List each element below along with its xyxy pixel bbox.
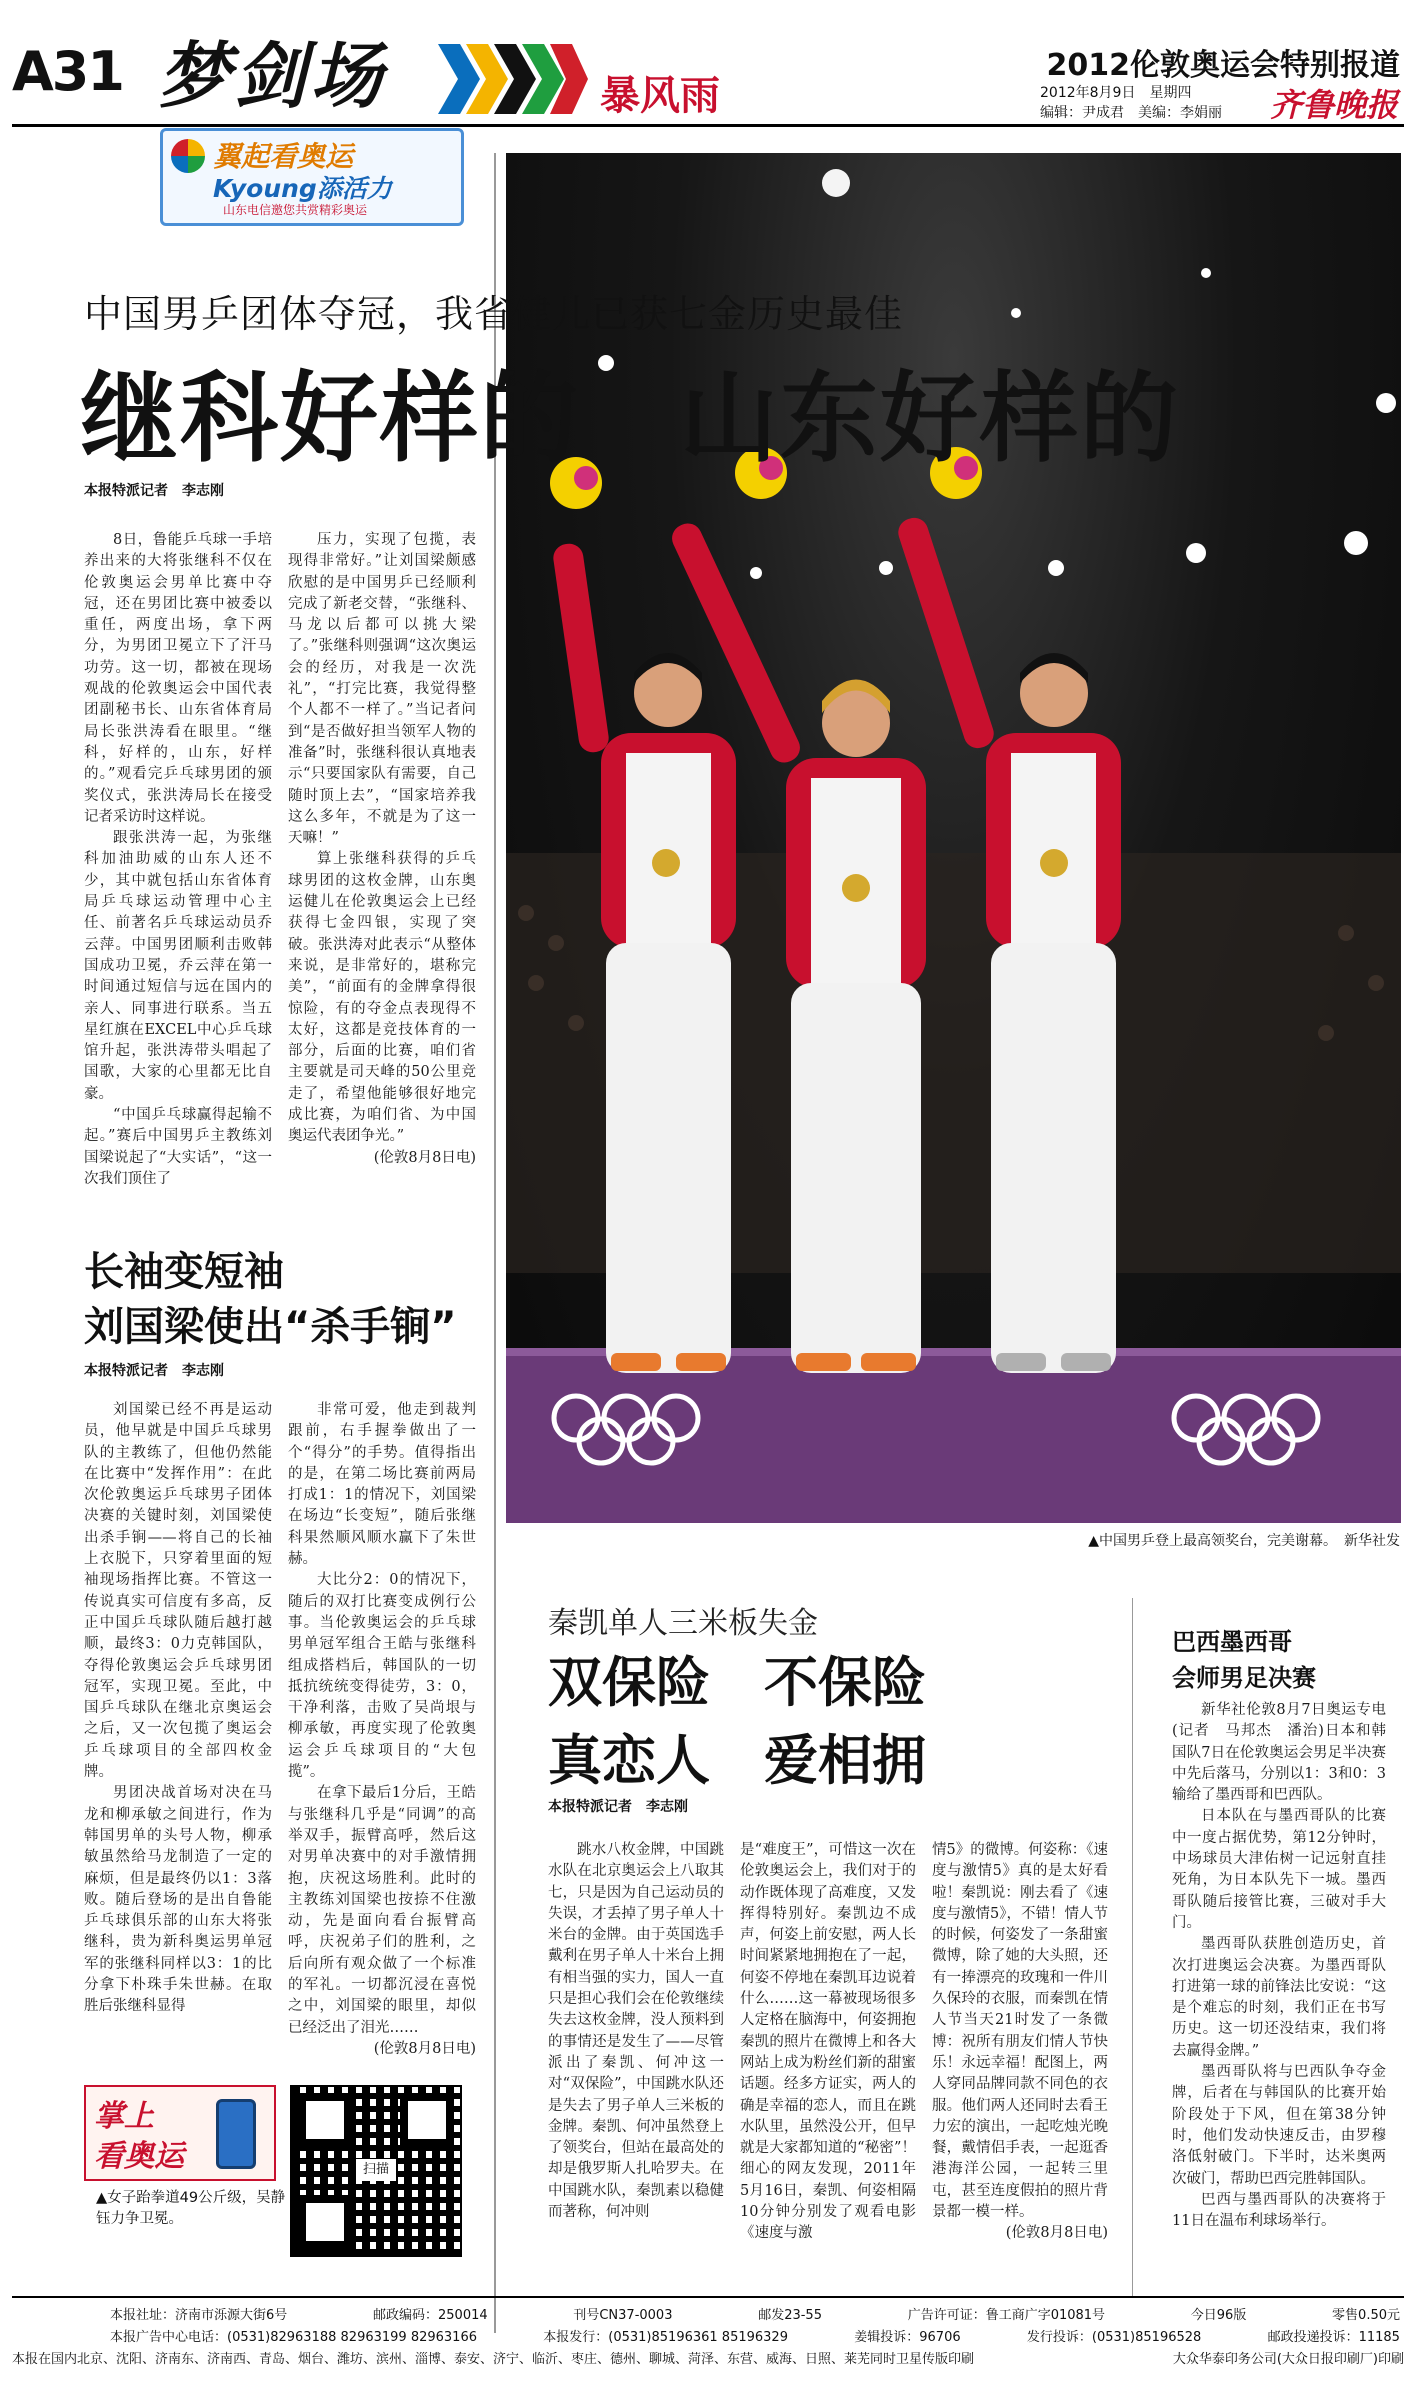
lead-paragraph: 算上张继科获得的乒乓球男团的这枚金牌，山东奥运健儿在伦敦奥运会上已经获得七金四银，实现了突破。张洪涛对此表示“从整体来说，是非常好的，堪称完美”，“前面有的金牌拿得很惊险，有的夺金点表现得不太好，这都是竞技体育的一部分，后面的比赛，咱们省主要就是司天峰的50公里竞走了，希望他能够很好地完成比赛，为咱们省、为中国奥运代表团争光。” — [288, 851, 476, 1145]
story2-paragraph: 大比分2：0的情况下，随后的双打比赛变成例行公事。当伦敦奥运会的乒乓球男单冠军组合王皓与张继科组成搭档后，韩国队的一切抵抗统统变得徒劳，3：0，干净利落，击败了吴尚垠与柳承敏，再度实现了伦敦奥运会乒乓球项目的“大包揽”。 — [288, 1572, 476, 1781]
badge-brand: Kyoung添活力 — [213, 174, 392, 203]
story2-paragraph: 非常可爱，他走到裁判跟前，右手握拳做出了一个“得分”的手势。值得指出的是，在第二场比赛前两局打成1：1的情况下，刘国梁在场边“长变短”，随后张继科果然顺风顺水赢下了朱世赫。 — [288, 1402, 476, 1568]
story4-paragraph: 墨西哥队将与巴西队争夺金牌，后者在与韩国队的比赛开始阶段处于下风，但在第38分钟时，他们发动快速反击，由罗穆洛低射破门。下半时，达米奥两次破门，帮助巴西完胜韩国队。 — [1172, 2064, 1386, 2187]
sponsor-badge — [160, 128, 464, 226]
footer-item: 零售0.50元 — [1332, 2308, 1400, 2323]
photo-teaser: ▲女子跆拳道49公斤级，吴静钰力争卫冕。 — [96, 2190, 286, 2227]
story2-dateline: (伦敦8月8日电) — [373, 2040, 476, 2057]
story2-headline-2: 刘国梁使出“杀手锏” — [84, 1304, 457, 1350]
lead-kicker: 中国男乒团体夺冠，我省健儿已获七金历史最佳 — [84, 292, 904, 336]
section-name: 暴风雨 — [600, 73, 720, 119]
footer-item: 姜辑投诉：96706 — [854, 2330, 961, 2345]
story4-paragraph: 巴西与墨西哥队的决赛将于11日在温布利球场举行。 — [1172, 2191, 1386, 2230]
story3-headline-1: 双保险 不保险 — [548, 1651, 926, 1714]
qr-label: 扫描 — [356, 2159, 396, 2181]
lead-byline: 本报特派记者 李志刚 — [84, 483, 224, 499]
story4-paragraph: 墨西哥队获胜创造历史，首次打进奥运会决赛。为墨西哥队打进第一球的前锋法比安说：“这是个难忘的时刻，我们正在书写历史。这一切还没结束，我们将去赢得金牌。” — [1172, 1936, 1386, 2059]
footer-item: 刊号CN37-0003 — [573, 2308, 673, 2323]
story3-paragraph: 情5》的微博。何姿称：《速度与激情5》真的是太好看啦！秦凯说：刚去看了《速度与激情5》，不错！情人节的时候，何姿发了一条甜蜜微博，除了她的大头照，还有一捧漂亮的玫瑰和一件川久保玲的衣服，而秦凯在情人节当天21时发了一条微博：祝所有朋友们情人节快乐！永远幸福！配图上，两人穿同品牌同款不同色的衣服。他们两人还同时去看王力宏的演出，一起吃烛光晚餐，戴情侣手表，一起逛香港海洋公园，一起转三里屯，甚至连度假拍的照片背景都一模一样。 — [932, 1842, 1108, 2221]
badge-rings-icon — [171, 139, 205, 173]
lead-dateline: (伦敦8月8日电) — [373, 1149, 476, 1166]
story3-headline-2: 真恋人 爱相拥 — [548, 1729, 926, 1792]
story2-paragraph: 在拿下最后1分后，王皓与张继科几乎是“同调”的高举双手，振臂高呼，然后这对男单决赛中的对手激情拥抱，庆祝这场胜利。此时的主教练刘国梁也按捺不住激动，先是面向看台振臂高呼，庆祝弟子们的胜利，之后向所有观众做了一个标准的军礼。一切都沉浸在喜悦之中，刘国梁的眼里，却似已经泛出了泪光…… — [288, 1785, 476, 2036]
story3-dateline: (伦敦8月8日电) — [1005, 2225, 1108, 2242]
story2-headline-1: 长袖变短袖 — [84, 1249, 284, 1295]
lead-paragraph: 8日，鲁能乒乓球一手培养出来的大将张继科不仅在伦敦奥运会男单比赛中夺冠，还在男团比赛中被委以重任，两度出场，拿下两分，为男团卫冕立下了汗马功劳。这一切，都被在现场观战的伦敦奥运会中国代表团副秘书长、山东省体育局局长张洪涛看在眼里。“继科，好样的，山东，好样的。”观看完乒乓球男团的颁奖仪式，张洪涛局长在接受记者采访时这样说。 — [84, 532, 272, 825]
lead-col-2 — [288, 530, 476, 1169]
footer-row-3 — [12, 2348, 1404, 2367]
footer-item: 广告许可证：鲁工商广字01081号 — [907, 2308, 1106, 2323]
badge-title: 翼起看奥运 — [213, 140, 354, 173]
story3-col-3 — [932, 1840, 1108, 2245]
story4-headline-2: 会师男足决赛 — [1172, 1664, 1316, 1692]
lead-paragraph: “中国乒乓球赢得起输不起。”赛后中国男乒主教练刘国梁说起了“大实话”，“这一次我们顶住了 — [84, 1107, 272, 1187]
editor-credit: 编辑：尹成君 美编：李娟丽 — [1040, 105, 1222, 121]
page-number: A31 — [12, 40, 123, 103]
footer-row-2 — [110, 2326, 1400, 2345]
story4-paragraph: 新华社伦敦8月7日奥运专电(记者 马邦杰 潘治)日本和韩国队7日在伦敦奥运会男足半决赛中先后落马，分别以1：3和0：3输给了墨西哥和巴西队。 — [1172, 1702, 1386, 1804]
footer-item: 本报社址：济南市泺源大街6号 — [110, 2308, 288, 2323]
story2-paragraph: 男团决战首场对决在马龙和柳承敏之间进行，作为韩国男单的头号人物，柳承敏虽然给马龙制造了一定的麻烦，但是最终仍以1：3落败。随后登场的是出自鲁能乒乓球俱乐部的山东大将张继科，贵为新科奥运男单冠军的张继科同样以3：1的比分拿下朴珠手朱世赫。在取胜后张继科显得 — [84, 1785, 272, 2015]
promo-title-1: 掌上 — [94, 2099, 154, 2134]
color-arrows-graphic — [438, 44, 588, 114]
column-logo: 梦剑场 — [158, 33, 387, 118]
story2-byline: 本报特派记者 李志刚 — [84, 1363, 224, 1379]
lead-col-1 — [84, 530, 272, 1190]
story4-paragraph: 日本队在与墨西哥队的比赛中一度占据优势，第12分钟时，中场球员大津佑树一记远射直挂死角，为日本队先下一城。墨西哥队随后接管比赛，三破对手大门。 — [1172, 1808, 1386, 1931]
issue-date: 2012年8月9日 星期四 — [1040, 85, 1192, 101]
story4-headline-1: 巴西墨西哥 — [1172, 1628, 1292, 1656]
report-title: 2012伦敦奥运会特别报道 — [1046, 48, 1400, 83]
story3-col-2 — [740, 1840, 916, 2245]
phone-icon — [216, 2099, 256, 2169]
story2-paragraph: 刘国梁已经不再是运动员，他早就是中国乒乓球男队的主教练了，但他仍然能在比赛中“发挥作用”：在此次伦敦奥运乒乓球男子团体决赛的关键时刻，刘国梁使出杀手锏——将自己的长袖上衣脱下，只穿着里面的短袖现场指挥比赛。不管这一传说真实可信度有多高，反正中国乒乓球队随后越打越顺，最终3：0力克韩国队，夺得伦敦奥运会乒乓球男团冠军，实现卫冕。至此，中国乒乓球队在继北京奥运会之后，又一次包揽了奥运会乒乓球项目的全部四枚金牌。 — [84, 1402, 272, 1781]
story3-col-1 — [548, 1840, 724, 2223]
story2-col-2 — [288, 1400, 476, 2060]
story4-body — [1172, 1700, 1386, 2232]
lead-paragraph: 压力，实现了包揽，表现得非常好。”让刘国梁颇感欣慰的是中国男乒已经顺利完成了新老交替，“张继科、马龙以后都可以挑大梁了。”张继科则强调“这次奥运会的经历，对我是一次洗礼”，“打完比赛，我觉得整个人都不一样了。”当记者问到“是否做好担当领军人物的准备”时，张继科很认真地表示“只要国家队有需要，自己随时顶上去”，“国家培养我这么多年，不就是为了这一天嘛！” — [288, 532, 476, 847]
story3-byline: 本报特派记者 李志刚 — [548, 1799, 688, 1815]
story2-col-1 — [84, 1400, 272, 2018]
footer-item: 邮政编码：250014 — [373, 2308, 488, 2323]
footer-item: 本报在国内北京、沈阳、济南东、济南西、青岛、烟台、潍坊、滨州、淄博、泰安、济宁、临沂、枣庄、德州、聊城、菏泽、东营、威海、日照、莱芜同时卫星传版印刷 — [12, 2352, 975, 2367]
lead-paragraph: 跟张洪涛一起，为张继科加油助威的山东人还不少，其中就包括山东省体育局乒乓球运动管理中心主任、前著名乒乓球运动员乔云萍。中国男团顺利击败韩国成功卫冕，乔云萍在第一时间通过短信与远在国内的亲人、同事进行联系。当五星红旗在EXCEL中心乒乓球馆升起，张洪涛带头唱起了国歌，大家的心里都无比自豪。 — [84, 830, 272, 1102]
header-rule — [12, 124, 1404, 127]
badge-subtitle: 山东电信邀您共赏精彩奥运 — [223, 203, 368, 217]
story3-paragraph: 是“难度王”，可惜这一次在伦敦奥运会上，我们对于的动作既体现了高难度，又发挥得特别好。秦凯边不成声，何姿上前安慰，两人长时间紧紧地拥抱在了一起，何姿不停地在秦凯耳边说着什么……这一幕被现场很多人定格在脑海中，何姿拥抱秦凯的照片在微博上和各大网站上成为粉丝们新的甜蜜话题。经多方证实，两人的确是幸福的恋人，而且在跳水队里，虽然没公开，但早就是大家都知道的“秘密”！细心的网友发现，2011年5月16日，秦凯、何姿相隔10分钟分别发了观看电影《速度与激 — [740, 1842, 916, 2242]
story3-paragraph: 跳水八枚金牌，中国跳水队在北京奥运会上八取其七，只是因为自己运动员的失误，才丢掉了男子单人十米台的金牌。由于英国选手戴利在男子单人十米台上拥有相当强的实力，国人一直只是担心我们会在伦敦继续失去这枚金牌，没人预料到的事情还是发生了——尽管派出了秦凯、何冲这一对“双保险”，中国跳水队还是失去了男子单人三米板的金牌。秦凯、何冲虽然登上了领奖台，但站在最高处的却是俄罗斯人扎哈罗夫。在中国跳水队，秦凯素以稳健而著称，何冲则 — [548, 1842, 724, 2221]
promo-box — [84, 2085, 276, 2181]
footer-item: 本报广告中心电话：(0531)82963188 82963199 82963166 — [110, 2330, 477, 2345]
footer-rule — [12, 2296, 1404, 2298]
story4-divider — [1132, 1598, 1133, 2298]
footer-item: 本报发行：(0531)85196361 85196329 — [543, 2330, 788, 2345]
qr-code[interactable] — [290, 2085, 462, 2257]
story3-kicker: 秦凯单人三米板失金 — [548, 1606, 818, 1641]
footer-row-1 — [110, 2304, 1400, 2323]
footer-item: 大众华泰印务公司(大众日报印刷厂)印刷 — [1172, 2352, 1404, 2367]
teaser-photo-placeholder — [84, 2235, 272, 2243]
footer-item: 邮政投递投诉：11185 — [1267, 2330, 1400, 2345]
footer-item: 发行投诉：(0531)85196528 — [1026, 2330, 1202, 2345]
footer-item: 今日96版 — [1190, 2308, 1247, 2323]
paper-name: 齐鲁晚报 — [1270, 86, 1399, 124]
footer-item: 邮发23-55 — [758, 2308, 822, 2323]
photo-caption: ▲中国男乒登上最高领奖台，完美谢幕。 新华社发 — [1088, 1533, 1400, 1549]
lead-headline: 继科好样的 山东好样的 — [80, 362, 1181, 476]
promo-title-2: 看奥运 — [94, 2139, 184, 2174]
